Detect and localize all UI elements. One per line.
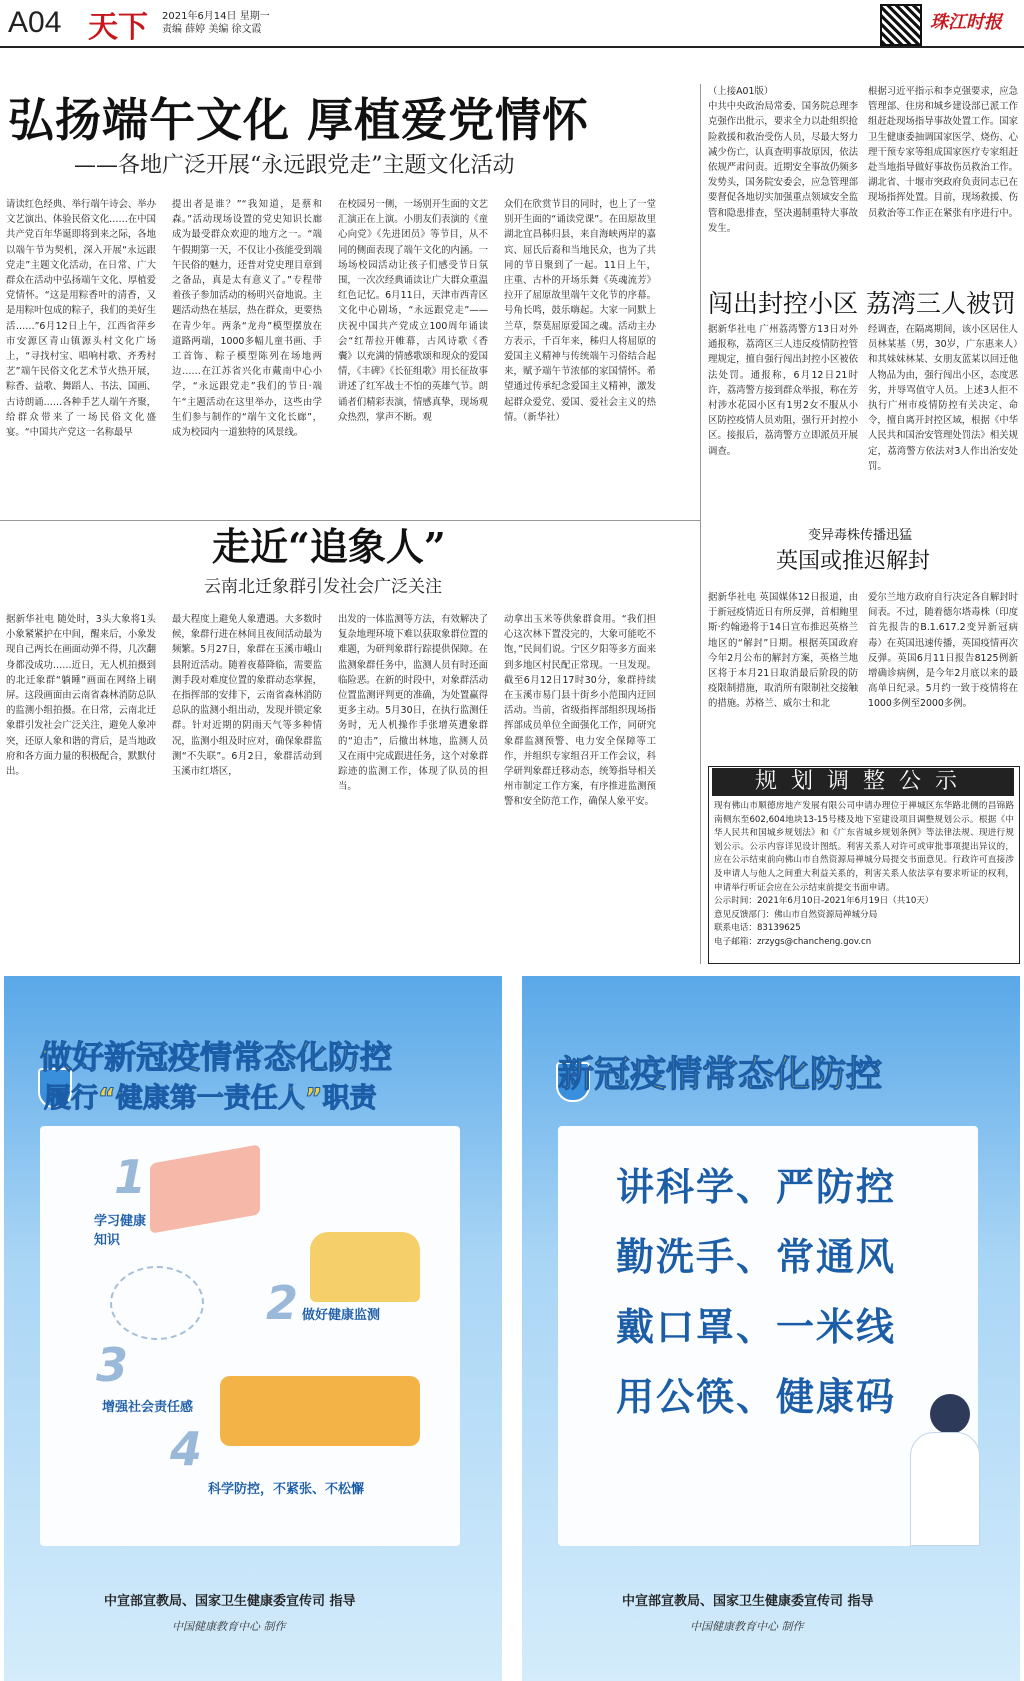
story3-col-4: 动拿出玉米等供象群食用。“我们担心这次林下置没完的，大象可能吃不饱，”民间们说。宁区夕阳等多方面来到多地区村民配正常现。一旦发现。截至6月12日17时30分，象群持续在玉溪市易门县十街乡小范围内迂回活动。当前，省级指挥部组织现场指挥部成员单位全面强化工作，同研究象群监测预警、电力安全保障等工作，并组织专家组召开工作会议，科学研判象群迁移动态，统筹指导相关州市制定工作方案，有序推进监测预警和安全防范工作，确保人象平安。: [504, 614, 656, 808]
column-divider: [700, 84, 701, 964]
notice-office: 意见反馈部门：佛山市自然资源局禅城分局: [714, 909, 878, 920]
slogan-3: 戴口罩、一米线: [616, 1305, 897, 1349]
story3-title: 走近“追象人”: [212, 524, 446, 569]
story1-col-3: 在校园另一侧，一场别开生面的文艺汇演正在上演。小朋友们表演的《童心向党》《先进团员》等节目，从不同的侧面表现了端午文化的内涵。一场场校园活动让孩子们感受节日氛围，一次次经典诵读让广大群众重温红色记忆。6月11日，天津市西青区文化中心剧场，“永远跟党走”——庆祝中国共产党成立100周年诵读会“红帮拉开帷幕，古风诗歌《香囊》以充满的情感歌颂和现众的爱国情，《丰碑》《长征组歌》用长征故事讲述了红军战士不怕的英雄气节。朗诵者们精彩表演，情感真挚，现场观众热烈，掌声不断。观: [338, 199, 488, 423]
story3-col-3: 出发的一体监测等方法，有效解决了复杂地理环境下难以获取象群位置的难题，为研判象群行踪提供保障。在监测象群任务中，监测人员有时还面临险恶。在新的时段中，对象群活动位置监测评判更的准确，为处置赢得更多主动。5月30日，在执行监测任务时，无人机操作手张增英遭象群的“迫击”，后撤出林地，监测人员又在雨中完成跟进任务，这个对象群踪迹的监测工作，体现了队员的担当。: [338, 614, 488, 793]
poster-left: [4, 976, 502, 1681]
date-line: 2021年6月14日 星期一: [162, 11, 270, 22]
story4-kicker: 变异毒株传播迅猛: [808, 528, 913, 543]
step-label-1: 学习健康知识: [94, 1214, 147, 1248]
story1-col-2: 提出者是谁？”“我知道，是蔡和森。”活动现场设置的党史知识长廊成为最受群众欢迎的地方之一。“端午假期第一天，不仅让小孩能受到端午民俗的魅力，还普对党史理目章到之备品，真是太有意义了。”专程带着孩子参加活动的杨明兴奋地说。主题活动热在基层，热在群众，更要热在青少年。两条“龙舟”模型摆放在道路两端，1000多幅儿童书画、手工首饰、粽子模型陈列在场地两边……在江苏省兴化市戴南中心小学，“永远跟党走”我们的节日·端午“主题活动在这里举办，这些由学生们参与制作的“端午文化长廊”，成为校园内一道独特的风景线。: [172, 199, 322, 439]
continued-col-1: 中共中央政治局常委、国务院总理李克强作出批示，要求全力以赴组织抢险救援和救治受伤人员，尽最大努力减少伤亡，认真查明事故原因，依法依规严肃问责。近期安全事故仍频多发势头，国务院安委会，应急管理部要督促各地切实加强重点领域安全监管和隐患排查，坚决遏制重特大事故发生。: [708, 101, 858, 234]
poster-right: [522, 976, 1020, 1681]
section-name: 天下: [88, 10, 148, 45]
story3-col-2: 最大程度上避免人象遭遇。大多数时候，象群行进在林间且夜间活动最为频繁。5月27日，象群在玉溪市峨山县附近活动。随着夜幕降临，需要监测手段对难度位置的象群动态掌握，在指挥部的安排下，云南省森林消防总队的监测小组出动，发现并锁定象群。针对近期的阴雨天气等多种情况，监测小组及时应对，确保象群监测“不失联”。6月2日，象群活动到玉溪市红塔区，: [172, 614, 322, 778]
story1-col-1: 请读红色经典、举行端午诗会、举办文艺演出、体验民俗文化……在中国共产党百年华诞即将到来之际，各地以端午节为契机，深入开展“永远跟党走”主题文化活动，在日常、广大群众在活动中弘扬端午文化、厚植爱党情怀。“这是用粽香叶的清香，又是用粽叶包成的粽子，我们的美好生活……”6月12日上午，江西省萍乡市安源区青山镇源头村文化广场上，“寻找村宝、唱响村歌、齐秀村艺”端午民俗文化艺术节火热开展，粽香、益歌、舞蹈人、书法、国画、古诗朗诵……各种手艺人端午齐聚，给群众带来了一场民俗文化盛宴。“中国共产党这一名称最早: [6, 199, 156, 439]
continued-col-2: 根据习近平指示和李克强要求，应急管理部、住房和城乡建设部已派工作组赶赴现场指导事故处置工作。国家卫生健康委抽调国家医学、烧伤、心理干预专家等组成国家医疗专家组赶赴当地指导做好事故伤员救治工作。湖北省、十堰市突政府负责同志已在现场指挥处置。目前，现场救援、伤员救治等工作正在紧张有序进行中。: [868, 86, 1018, 219]
step-number-3: 3: [96, 1338, 129, 1392]
step-number-4: 4: [170, 1422, 203, 1476]
poster-left-title2: 履行“健康第一责任人”职责: [44, 1083, 377, 1114]
editors-line: 责编 薛婷 美编 徐文霞: [162, 24, 262, 35]
notice-title: 规划调整公示: [712, 768, 1014, 796]
notice-phone: 联系电话：83139625: [714, 923, 801, 934]
book-icon: [150, 1144, 260, 1233]
story1-col-4: 众们在欣赏节目的同时，也上了一堂别开生面的“诵读党课”。在田原故里湖北宜昌秭归县，来自海峡两岸的嘉宾、屈氏后裔和当地民众，也为了共同的节日聚到了一起。11日上午，庄重、古朴的开场乐舞《英魂流芳》拉开了屈原故里端午文化节的序幕。号角长鸣，鼓乐嗨起。大家一同默上兰草，祭莫屈原爱国之魂。活动主办方表示，千百年来，秭归人将屈原的爱国主义精神与传统端午习俗结合起来，赋予端午节浓郁的家国情怀。希望通过传承纪念爱国主义精神，激发起群众爱党、爱国、爱社会主义的热情。（新华社）: [504, 199, 656, 423]
poster-left-title1: 做好新冠疫情常态化防控: [40, 1038, 393, 1076]
step-label-2: 做好健康监测: [302, 1308, 381, 1323]
slogan-1: 讲科学、严防控: [616, 1165, 897, 1209]
sofa-icon: [310, 1232, 420, 1302]
nurse-body-icon: [910, 1432, 980, 1546]
poster-right-title: 新冠疫情常态化防控: [558, 1054, 883, 1095]
continued-story: [708, 84, 858, 264]
qr-code-icon: [880, 4, 922, 46]
poster-right-card: [558, 1126, 978, 1546]
poster-left-card: [40, 1126, 460, 1546]
step-number-1: 1: [114, 1150, 147, 1204]
story4-col-1: 据新华社电 英国媒体12日报道，由于新冠疫情近日有所反弹，首相鲍里斯·约翰逊将于14日宣布推迟英格兰地区的“解封”日期。根据英国政府今年2月公布的解封方案，英格兰地区将于本月21日取消最后阶段的防疫限制措施，取消所有限制社交接触的措施。苏格兰、威尔士和北: [708, 592, 858, 710]
header-rule: [0, 46, 1024, 48]
story2-title: 闯出封控小区 荔湾三人被罚: [708, 289, 1016, 318]
step-label-3: 增强社会责任感: [102, 1400, 194, 1415]
story4-title: 英国或推迟解封: [776, 549, 931, 574]
header-info: [162, 10, 270, 36]
newspaper-logo: 珠江时报: [930, 12, 1002, 33]
community-icon: [110, 1266, 204, 1340]
poster-right-credit: 中宣部宣教局、国家卫生健康委宣传司 指导: [622, 1594, 874, 1609]
slogan-4: 用公筷、健康码: [616, 1375, 897, 1419]
story3-subtitle: 云南北迁象群引发社会广泛关注: [204, 577, 442, 597]
story2-col-2: 经调查，在隔离期间，该小区居住人员林某基（男，30岁，广东惠来人）和其妹妹林某、女朋友蓝某以回迁他人物品为由，强行闯出小区，态度恶劣，并辱骂值守人员。上述3人拒不执行广州市疫情防控有关决定、命令，擅自离开封控区域，根据《中华人民共和国治安管理处罚法》相关规定，荔湾警方依法对3人作出治安处罚。: [868, 324, 1018, 472]
notice-email: 电子邮箱：zrzygs@chancheng.gov.cn: [714, 936, 872, 947]
family-icon: [220, 1376, 420, 1446]
nurse-head-icon: [930, 1394, 970, 1434]
story2-col-1: 据新华社电 广州荔湾警方13日对外通报称，荔湾区三人违反疫情防控管理规定，擅自强行闯出封控小区被依法处罚。通报称，6月12日21时许，荔湾警方接到群众举报，称在芳村涉水花园小区有1男2女不服从小区防控疫情人员劝阻，强行开封控小区。接报后，荔湾警方立即派员开展调查。: [708, 324, 858, 457]
page-number: A04: [8, 6, 62, 39]
step-label-4: 科学防控，不紧张、不松懈: [208, 1482, 365, 1497]
story1-title: 弘扬端午文化 厚植爱党情怀: [8, 93, 590, 147]
slogan-2: 勤洗手、常通风: [616, 1235, 897, 1279]
story1-subtitle: ——各地广泛开展“永远跟党走”主题文化活动: [74, 153, 515, 178]
notice-period: 公示时间：2021年6月10日-2021年6月19日（共10天）: [714, 896, 934, 907]
continued-head: （上接A01版）: [708, 86, 774, 97]
story4-col-2: 爱尔兰地方政府自行决定各自解封时间表。不过，随着德尔塔毒株（印度首先报告的B.1.617.2变异新冠病毒）在英国迅速传播，英国疫情再次反弹。英国6月11日报告8125例新增确诊病例，是今年2月底以来的最高单日纪录。5月约一致于疫情将在1000多例至2000多例。: [868, 592, 1018, 710]
poster-left-credit2: 中国健康教育中心 制作: [172, 1620, 286, 1633]
poster-right-credit2: 中国健康教育中心 制作: [690, 1620, 804, 1633]
notice-text: 现有佛山市顺德房地产发展有限公司申请办理位于禅城区东华路北侧的昌锦路南侧东至602,604地块13-15号楼及地下室建设项目调整规划公示。根据《中华人民共和国城乡规划法》和《广东省城乡规划条例》等法律法规、现进行规划公示。公示内容详见设计图纸。利害关系人对许可或审批事项提出异议的，应在公示结束前向佛山市自然资源局禅城分局提交书面意见。行政许可直接涉及申请人与他人之间重大利益关系的，利害关系人依法享有要求听证的权利，申请举行听证会应在公示结束前提交书面申请。: [714, 801, 1014, 893]
poster-left-credit: 中宣部宣教局、国家卫生健康委宣传司 指导: [104, 1594, 356, 1609]
story3-col-1: 据新华社电 随处时，3头大象将1头小象紧紧护在中间，醒来后，小象发现自己两长在画面动弹不得，几次翻身都没成功……近日，无人机拍摄到的北迁象群“躺睡”画面在网络上刷屏。这段画面由云南省森林消防总队的监测小组拍摄。在日常，云南北迁象群引发社会广泛关注，避免人象冲突，还原人象和谐的背后，是当地政府和各方面力量的积极配合，默默付出。: [6, 614, 156, 778]
step-number-2: 2: [266, 1276, 299, 1330]
notice-body: [714, 800, 1014, 950]
